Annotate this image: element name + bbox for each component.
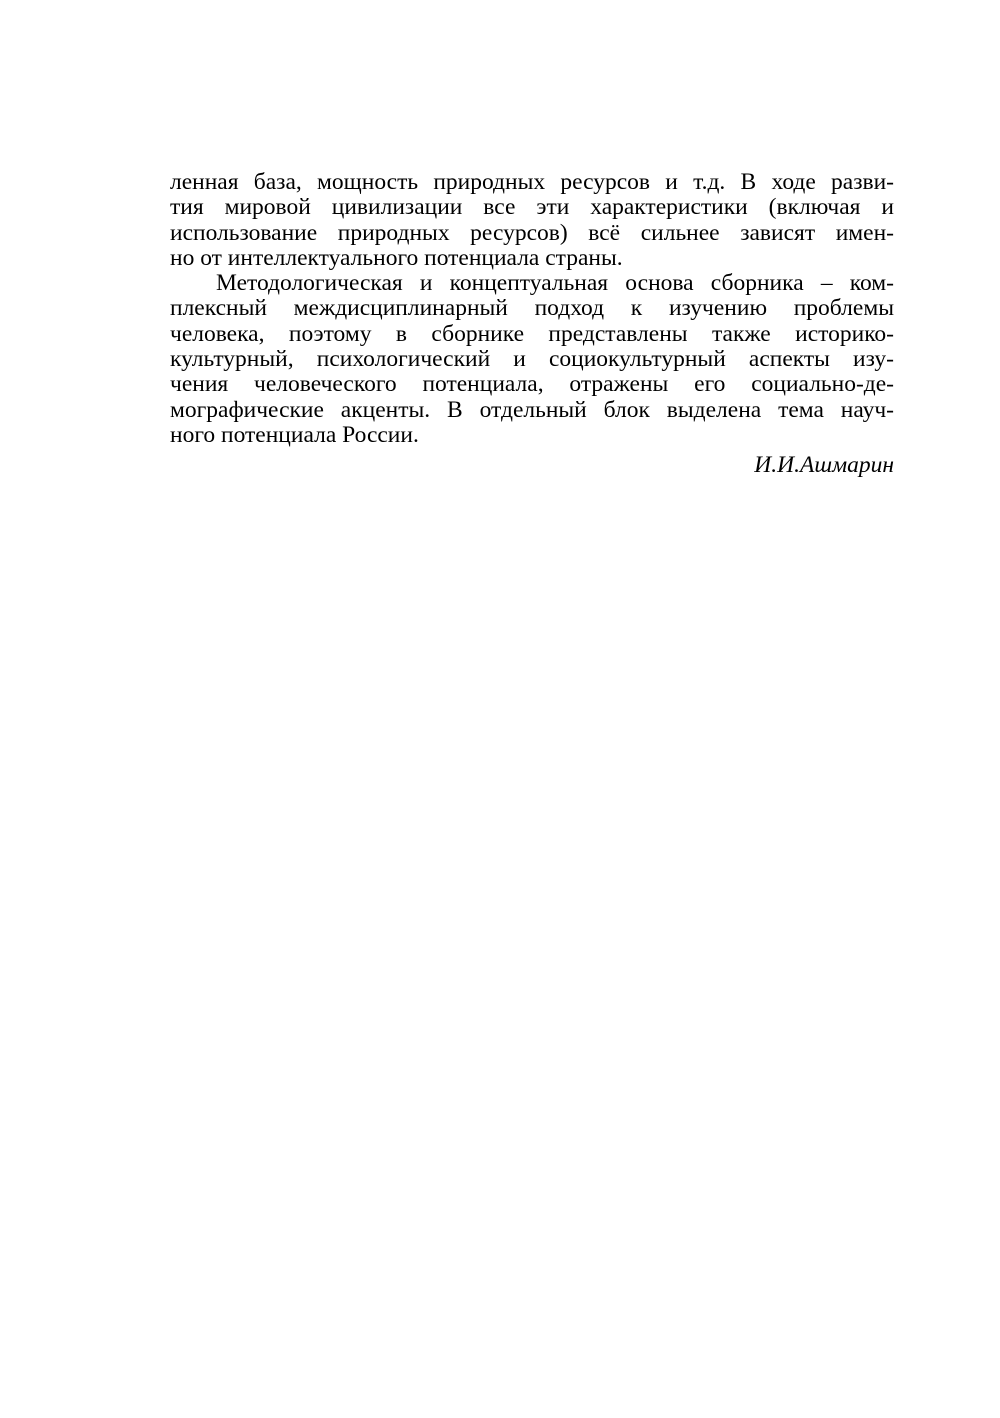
text-line: человека, поэтому в сборнике представлены также историко- (170, 320, 894, 347)
author-signature: И.И.Ашмарин (754, 452, 894, 478)
text-line: плексный междисциплинарный подход к изучению проблемы (170, 295, 894, 322)
text-line: мографические акценты. В отдельный блок выделена тема науч- (170, 396, 894, 423)
document-body (170, 170, 894, 448)
text-line: но от интеллектуального потенциала страны. (170, 244, 623, 271)
text-line: чения человеческого потенциала, отражены его социально-де- (170, 371, 894, 398)
text-line: культурный, психологический и социокультурный аспекты изу- (170, 346, 894, 373)
text-line: ленная база, мощность природных ресурсов и т.д. В ходе разви- (170, 169, 894, 195)
text-line: тия мировой цивилизации все эти характеристики (включая и (170, 194, 894, 221)
text-line: использование природных ресурсов) всё сильнее зависят имен- (170, 219, 894, 246)
paragraph-2 (170, 271, 894, 448)
text-line: Методологическая и концептуальная основа сборника – ком- (216, 270, 894, 297)
paragraph-1 (170, 170, 894, 271)
text-line: ного потенциала России. (170, 421, 419, 448)
